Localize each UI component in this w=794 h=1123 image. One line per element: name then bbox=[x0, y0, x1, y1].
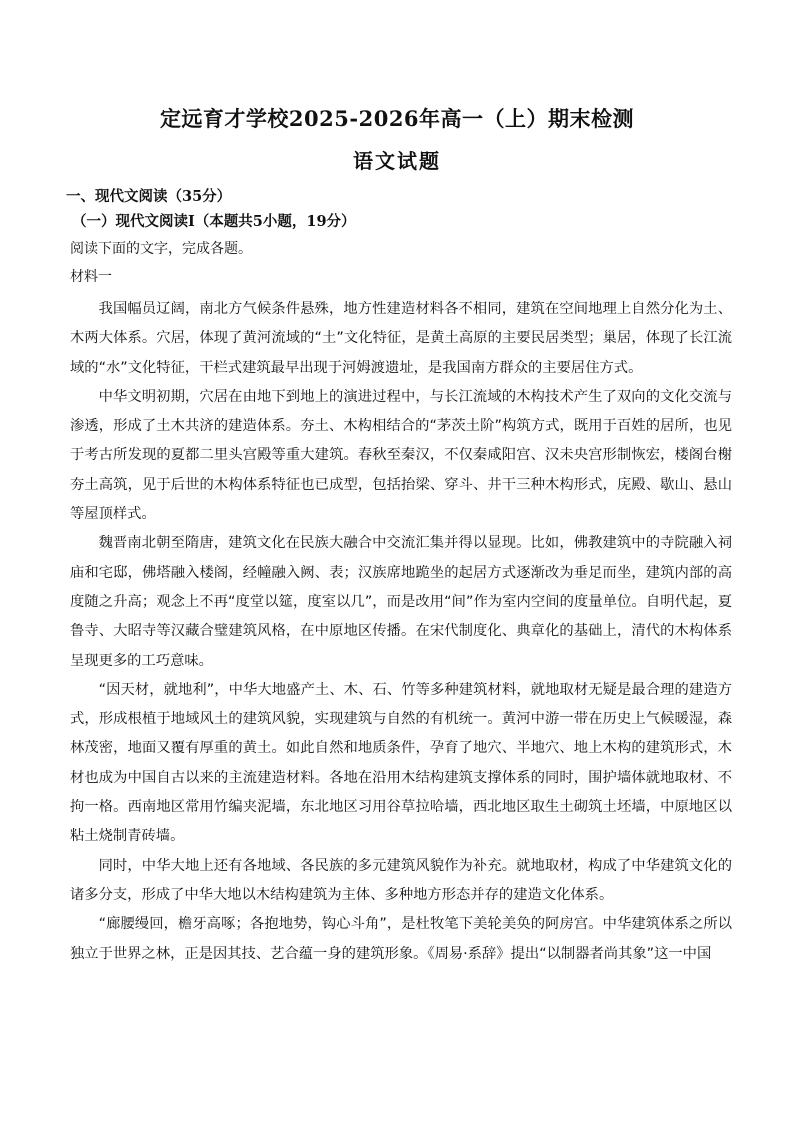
passage-paragraph: 我国幅员辽阔，南北方气候条件悬殊，地方性建造材料各不相同，建筑在空间地理上自然分化为土、木两大体系。穴居，体现了黄河流域的“土”文化特征，是黄土高原的主要民居类型；巢居，体现了长江流域的“水”文化特征，干栏式建筑最早出现于河姆渡遗址，是我国南方群众的主要居住方式。 bbox=[70, 301, 732, 376]
exam-subtitle: 语文试题 bbox=[353, 149, 441, 173]
passage-paragraph: 魏晋南北朝至隋唐，建筑文化在民族大融合中交流汇集并得以显现。比如，佛教建筑中的寺院融入祠庙和宅邸，佛塔融入楼阁，经幢融入阙、表；汉族席地跪坐的起居方式逐渐改为垂足而坐，建筑内部的高度随之升高；观念上不再“度堂以筵，度室以几”，而是改用“间”作为室内空间的度量单位。自明代起，夏鲁寺、大昭寺等汉藏合璧建筑风格，在中原地区传播。在宋代制度化、典章化的基础上，清代的木构体系呈现更多的工巧意味。 bbox=[70, 535, 732, 669]
passage-paragraph: “廊腰缦回，檐牙高啄；各抱地势，钩心斗角”，是杜牧笔下美轮美奂的阿房宫。中华建筑体系之所以独立于世界之林，正是因其技、艺合蕴一身的建筑形象。《周易·系辞》提出“以制器者尚其象”这一中国 bbox=[70, 916, 732, 962]
passage-paragraph: 中华文明初期，穴居在由地下到地上的演进过程中，与长江流域的木构技术产生了双向的文化交流与渗透，形成了土木共济的建造体系。夯土、木构相结合的“茅茨土阶”构筑方式，既用于百姓的居所，也见于考古所发现的夏都二里头宫殿等重大建筑。春秋至秦汉，不仅秦咸阳宫、汉未央宫形制恢宏，楼阁台榭夯土高筑，见于后世的木构体系特征也已成型，包括抬梁、穿斗、井干三种木构形式，庑殿、歇山、悬山等屋顶样式。 bbox=[70, 388, 732, 523]
passage-paragraph: “因天材，就地利”，中华大地盛产土、木、石、竹等多种建筑材料，就地取材无疑是最合理的建造方式，形成根植于地域风土的建筑风貌，实现建筑与自然的有机统一。黄河中游一带在历史上气候暖湿，森林茂密，地面又覆有厚重的黄土。如此自然和地质条件，孕育了地穴、半地穴、地上木构的建筑形式，木材也成为中国自古以来的主流建造材料。各地在沿用木结构建筑支撑体系的同时，围护墙体就地取材、不拘一格。西南地区常用竹编夹泥墙，东北地区习用谷草拉哈墙，西北地区取生土砌筑土坯墙，中原地区以粘土烧制青砖墙。 bbox=[70, 681, 732, 845]
reading-passage bbox=[70, 295, 732, 969]
passage-paragraph: 同时，中华大地上还有各地域、各民族的多元建筑风貌作为补充。就地取材，构成了中华建筑文化的诸多分支，形成了中华大地以木结构建筑为主体、多种地方形态并存的建造文化体系。 bbox=[70, 857, 732, 903]
exam-title: 定远育才学校2025-2026年高一（上）期末检测 bbox=[159, 106, 635, 131]
reading-instruction: 阅读下面的文字，完成各题。 bbox=[70, 241, 252, 257]
material-label: 材料一 bbox=[70, 269, 112, 285]
subsection-heading: （一）现代文阅读Ⅰ（本题共5小题，19分） bbox=[72, 213, 356, 230]
section-heading: 一、现代文阅读（35分） bbox=[66, 188, 232, 205]
